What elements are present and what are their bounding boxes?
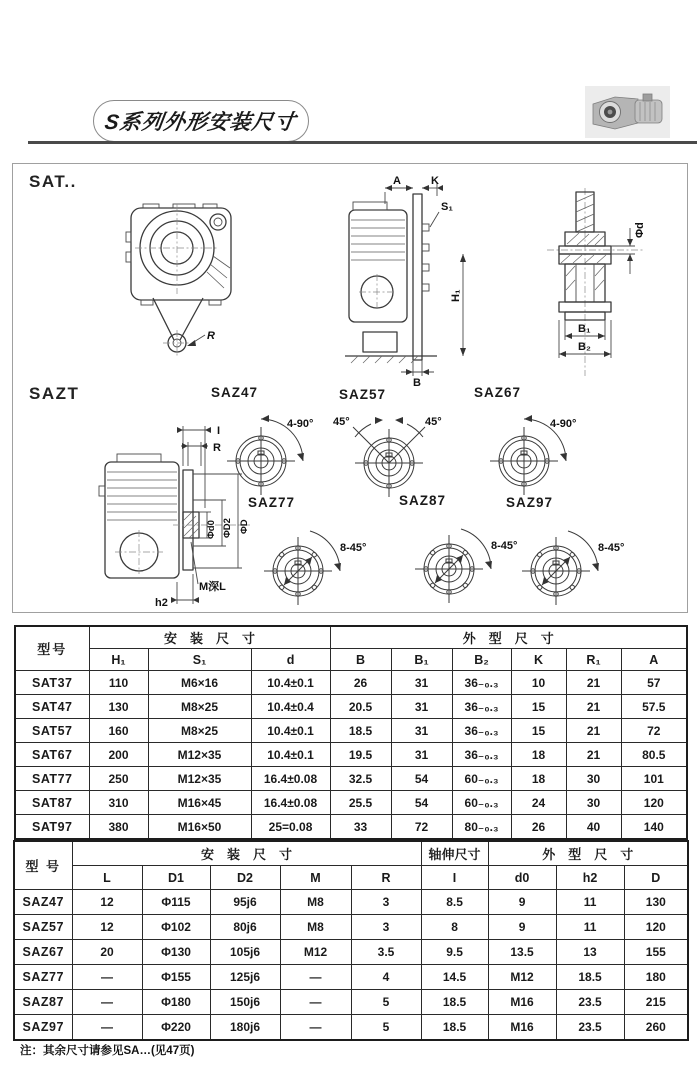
value-cell: 180j6 — [210, 1015, 280, 1041]
dim-label-r2: R — [213, 442, 221, 454]
model-cell: SAZ57 — [14, 915, 72, 940]
table-row — [14, 965, 688, 990]
value-cell: 54 — [391, 767, 452, 791]
sat-front-body — [126, 204, 231, 305]
dim-label-d2: ΦD2 — [222, 518, 233, 538]
column-header: I — [421, 866, 488, 890]
value-cell: 26 — [330, 671, 391, 695]
model-cell: SAZ97 — [14, 1015, 72, 1041]
table-row — [15, 815, 687, 840]
value-cell: 10 — [511, 671, 566, 695]
value-cell: 310 — [89, 791, 148, 815]
value-cell: 8 — [421, 915, 488, 940]
table-row — [15, 791, 687, 815]
value-cell: 72 — [621, 719, 687, 743]
column-header: D1 — [142, 866, 210, 890]
model-cell: SAZ47 — [14, 890, 72, 915]
value-cell: 140 — [621, 815, 687, 840]
column-header: D — [624, 866, 688, 890]
value-cell: 9.5 — [421, 940, 488, 965]
column-header: R₁ — [566, 649, 621, 671]
value-cell: 18 — [511, 743, 566, 767]
model-cell: SAT67 — [15, 743, 89, 767]
value-cell: 105j6 — [210, 940, 280, 965]
flange-label: SAZ67 — [474, 385, 522, 400]
value-cell: 10.4±0.1 — [251, 671, 330, 695]
value-cell: 36₋₀.₃ — [452, 671, 511, 695]
section-label-sat: SAT.. — [29, 172, 77, 191]
value-cell: 25.5 — [330, 791, 391, 815]
value-cell: 57.5 — [621, 695, 687, 719]
value-cell: 30 — [566, 791, 621, 815]
dim-label-b1: B₁ — [578, 323, 591, 335]
dim-label-k: K — [431, 175, 439, 187]
value-cell: 101 — [621, 767, 687, 791]
value-cell: 18.5 — [421, 1015, 488, 1041]
value-cell: 10.4±0.1 — [251, 743, 330, 767]
value-cell: 120 — [621, 791, 687, 815]
flange-drawing — [240, 507, 390, 629]
column-header: S₁ — [148, 649, 251, 671]
value-cell: M12×35 — [148, 767, 251, 791]
flange-angle-label: 8-45° — [491, 540, 518, 552]
group-header: 安装尺寸 — [89, 626, 330, 649]
value-cell: 130 — [89, 695, 148, 719]
value-cell: Φ220 — [142, 1015, 210, 1041]
value-cell: 36₋₀.₃ — [452, 695, 511, 719]
flange-geometry — [227, 427, 295, 495]
value-cell: 31 — [391, 743, 452, 767]
value-cell: 155 — [624, 940, 688, 965]
value-cell: 26 — [511, 815, 566, 840]
value-cell: 130 — [624, 890, 688, 915]
value-cell: M12 — [488, 965, 556, 990]
dim-label-b: B — [413, 377, 421, 388]
value-cell: 3 — [351, 890, 421, 915]
value-cell: 21 — [566, 743, 621, 767]
value-cell: 150j6 — [210, 990, 280, 1015]
flange-angle-label: 4-90° — [550, 418, 577, 430]
column-header: K — [511, 649, 566, 671]
diagram-panel — [12, 163, 688, 613]
value-cell: 14.5 — [421, 965, 488, 990]
value-cell: 160 — [89, 719, 148, 743]
value-cell: 31 — [391, 695, 452, 719]
value-cell: 125j6 — [210, 965, 280, 990]
value-cell: 18.5 — [556, 965, 624, 990]
value-cell: — — [72, 1015, 142, 1041]
value-cell: 57 — [621, 671, 687, 695]
value-cell: M16 — [488, 1015, 556, 1041]
model-cell: SAT37 — [15, 671, 89, 695]
flange-label: SAZ57 — [339, 387, 387, 402]
column-header: B — [330, 649, 391, 671]
value-cell: 21 — [566, 719, 621, 743]
value-cell: 12 — [72, 915, 142, 940]
value-cell: 32.5 — [330, 767, 391, 791]
model-cell: SAT47 — [15, 695, 89, 719]
value-cell: 23.5 — [556, 1015, 624, 1041]
table-row — [14, 1015, 688, 1041]
value-cell: 20 — [72, 940, 142, 965]
value-cell: 9 — [488, 915, 556, 940]
value-cell: 16.4±0.08 — [251, 791, 330, 815]
table-row — [14, 890, 688, 915]
column-header: B₂ — [452, 649, 511, 671]
table-row — [14, 915, 688, 940]
value-cell: M12×35 — [148, 743, 251, 767]
value-cell: 24 — [511, 791, 566, 815]
dim-label-phi-d: Φd — [634, 222, 646, 238]
value-cell: 21 — [566, 695, 621, 719]
value-cell: 11 — [556, 890, 624, 915]
value-cell: 33 — [330, 815, 391, 840]
sat-shaft-section-drawing — [531, 186, 656, 381]
value-cell: M16×45 — [148, 791, 251, 815]
value-cell: 21 — [566, 671, 621, 695]
column-header-model: 型号 — [15, 626, 89, 671]
value-cell: 18 — [511, 767, 566, 791]
header-rule — [28, 141, 697, 144]
shaft-section-body — [547, 188, 643, 376]
flange-angle-label: 8-45° — [598, 542, 625, 554]
model-cell: SAZ87 — [14, 990, 72, 1015]
flange-angle-label: 45° — [333, 416, 350, 428]
value-cell: M16 — [488, 990, 556, 1015]
flange-drawing — [498, 507, 648, 629]
flange-angle-label: 45° — [425, 416, 442, 428]
dim-label-h2: h2 — [155, 597, 168, 609]
value-cell: 110 — [89, 671, 148, 695]
value-cell: — — [72, 965, 142, 990]
table-row — [15, 671, 687, 695]
value-cell: 5 — [351, 1015, 421, 1041]
value-cell: 120 — [624, 915, 688, 940]
value-cell: Φ155 — [142, 965, 210, 990]
dim-label-s1: S₁ — [441, 201, 453, 213]
sat-side-body — [345, 194, 437, 363]
value-cell: M6×16 — [148, 671, 251, 695]
flange-label: SAZ97 — [506, 495, 554, 510]
column-header: d0 — [488, 866, 556, 890]
value-cell: M8 — [280, 890, 351, 915]
value-cell: 250 — [89, 767, 148, 791]
value-cell: 19.5 — [330, 743, 391, 767]
group-header: 外型尺寸 — [330, 626, 687, 649]
value-cell: 31 — [391, 671, 452, 695]
value-cell: 13.5 — [488, 940, 556, 965]
column-header: H₁ — [89, 649, 148, 671]
column-header: A — [621, 649, 687, 671]
value-cell: — — [280, 990, 351, 1015]
value-cell: 8.5 — [421, 890, 488, 915]
sat-side-view-drawing — [333, 170, 501, 388]
table-row — [15, 719, 687, 743]
value-cell: Φ115 — [142, 890, 210, 915]
sat-front-view-drawing — [113, 194, 263, 362]
value-cell: 40 — [566, 815, 621, 840]
value-cell: 3 — [351, 915, 421, 940]
value-cell: 18.5 — [421, 990, 488, 1015]
value-cell: 18.5 — [330, 719, 391, 743]
value-cell: 200 — [89, 743, 148, 767]
value-cell: 60₋₀.₃ — [452, 767, 511, 791]
value-cell: 23.5 — [556, 990, 624, 1015]
dim-label-h1: H₁ — [450, 289, 462, 302]
value-cell: 36₋₀.₃ — [452, 719, 511, 743]
value-cell: 80.5 — [621, 743, 687, 767]
value-cell: 54 — [391, 791, 452, 815]
value-cell: M8×25 — [148, 719, 251, 743]
value-cell: 72 — [391, 815, 452, 840]
page-title: S系列外形安装尺寸 — [103, 111, 298, 134]
model-cell: SAZ67 — [14, 940, 72, 965]
dim-label-m-depth: M深L — [199, 581, 226, 593]
model-cell: SAT87 — [15, 791, 89, 815]
column-header: L — [72, 866, 142, 890]
flange-geometry — [490, 427, 558, 495]
column-header: h2 — [556, 866, 624, 890]
value-cell: 215 — [624, 990, 688, 1015]
value-cell: 25=0.08 — [251, 815, 330, 840]
gearbox-photo — [585, 86, 670, 138]
value-cell: Φ102 — [142, 915, 210, 940]
value-cell: 260 — [624, 1015, 688, 1041]
value-cell: 180 — [624, 965, 688, 990]
value-cell: 10.4±0.1 — [251, 719, 330, 743]
table-row — [15, 743, 687, 767]
flange-view-saz97 — [498, 495, 648, 629]
sat-dimension-table — [14, 625, 688, 840]
value-cell: 36₋₀.₃ — [452, 743, 511, 767]
value-cell: 20.5 — [330, 695, 391, 719]
value-cell: 10.4±0.4 — [251, 695, 330, 719]
value-cell: — — [280, 965, 351, 990]
table-row — [14, 990, 688, 1015]
column-header: B₁ — [391, 649, 452, 671]
group-header: 安装尺寸 — [72, 841, 421, 866]
value-cell: 95j6 — [210, 890, 280, 915]
saz-dimension-table — [13, 840, 689, 1041]
value-cell: M16×50 — [148, 815, 251, 840]
column-header: D2 — [210, 866, 280, 890]
value-cell: 15 — [511, 695, 566, 719]
value-cell: M8 — [280, 915, 351, 940]
value-cell: — — [280, 1015, 351, 1041]
value-cell: — — [72, 990, 142, 1015]
value-cell: 16.4±0.08 — [251, 767, 330, 791]
table-row — [15, 767, 687, 791]
group-header: 轴伸尺寸 — [421, 841, 488, 866]
value-cell: M8×25 — [148, 695, 251, 719]
value-cell: 11 — [556, 915, 624, 940]
value-cell: 80j6 — [210, 915, 280, 940]
value-cell: 9 — [488, 890, 556, 915]
model-cell: SAT57 — [15, 719, 89, 743]
dim-label-i: I — [217, 425, 221, 437]
value-cell: 60₋₀.₃ — [452, 791, 511, 815]
dim-label-d: ΦD — [239, 519, 250, 534]
value-cell: Φ180 — [142, 990, 210, 1015]
value-cell: 30 — [566, 767, 621, 791]
dim-label-a: A — [393, 175, 401, 187]
value-cell: M12 — [280, 940, 351, 965]
flange-label: SAZ87 — [399, 493, 447, 508]
model-cell: SAT97 — [15, 815, 89, 840]
value-cell: 380 — [89, 815, 148, 840]
dim-label-d0: Φd0 — [206, 520, 217, 539]
column-header-model: 型 号 — [14, 841, 72, 890]
column-header: M — [280, 866, 351, 890]
value-cell: 15 — [511, 719, 566, 743]
value-cell: 12 — [72, 890, 142, 915]
value-cell: 80₋₀.₃ — [452, 815, 511, 840]
table-row — [15, 695, 687, 719]
value-cell: 4 — [351, 965, 421, 990]
flange-view-saz77 — [240, 495, 390, 629]
sat-torque-arm — [153, 298, 205, 357]
column-header: d — [251, 649, 330, 671]
footnote: 注：其余尺寸请参见SA…(见47页) — [20, 1045, 195, 1057]
model-cell: SAZ77 — [14, 965, 72, 990]
flange-label: SAZ47 — [211, 385, 259, 400]
value-cell: 5 — [351, 990, 421, 1015]
shaft-section-dimensions — [559, 228, 635, 358]
column-header: R — [351, 866, 421, 890]
value-cell: 31 — [391, 719, 452, 743]
value-cell: Φ130 — [142, 940, 210, 965]
value-cell: 3.5 — [351, 940, 421, 965]
dim-label-r: R — [207, 330, 215, 342]
page-title-badge — [93, 100, 309, 142]
value-cell: 13 — [556, 940, 624, 965]
group-header: 外型尺寸 — [488, 841, 688, 866]
dim-label-b2: B₂ — [578, 341, 591, 353]
model-cell: SAT77 — [15, 767, 89, 791]
flange-label: SAZ77 — [248, 495, 296, 510]
section-label-sazt: SAZT — [29, 384, 80, 403]
flange-angle-label: 8-45° — [340, 542, 367, 554]
flange-angle-label: 4-90° — [287, 418, 314, 430]
table-row — [14, 940, 688, 965]
